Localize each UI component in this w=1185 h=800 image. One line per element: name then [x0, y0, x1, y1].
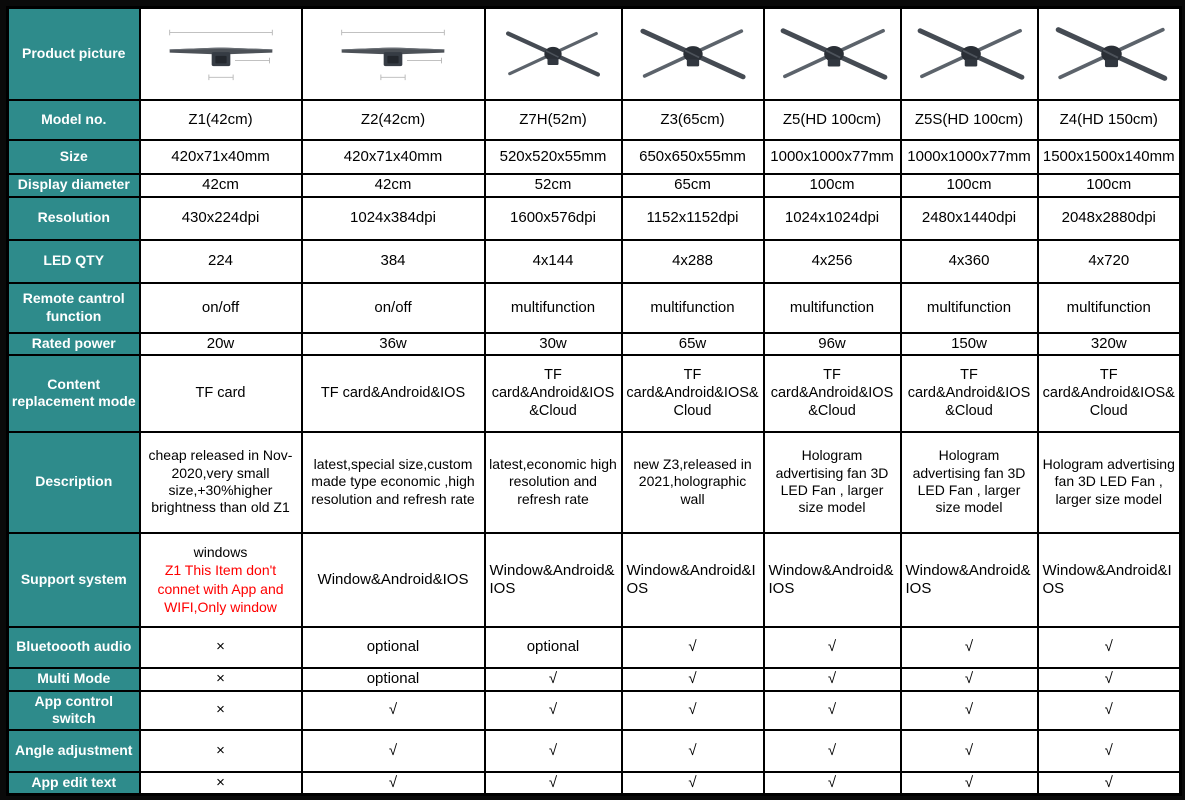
row-header-description: Description [8, 432, 140, 533]
row-size [8, 140, 1181, 174]
product-picture-cell [302, 8, 485, 100]
description-cell: Hologram advertising fan 3D LED Fan , larger size model [901, 432, 1038, 533]
bluetooth-audio-cell: √ [1038, 627, 1181, 668]
row-header-remote-control: Remote cantrol function [8, 283, 140, 333]
row-resolution [8, 197, 1181, 240]
description-cell: latest,special size,custom made type economic ,high resolution and refresh rate [302, 432, 485, 533]
remote-control-cell: multifunction [622, 283, 764, 333]
bluetooth-audio-cell: √ [764, 627, 901, 668]
rated-power-cell: 320w [1038, 333, 1181, 355]
support-system-cell: Window&Android&IOS [901, 533, 1038, 627]
angle-adjustment-cell: √ [485, 730, 622, 772]
content-mode-cell: TF card&Android&IOS&Cloud [1038, 355, 1181, 432]
angle-adjustment-cell: √ [1038, 730, 1181, 772]
app-control-cell: √ [622, 691, 764, 730]
app-control-cell: √ [302, 691, 485, 730]
multi-mode-cell: × [140, 668, 302, 691]
row-bluetooth-audio [8, 627, 1181, 668]
content-mode-cell: TF card&Android&IOS&Cloud [901, 355, 1038, 432]
content-mode-cell: TF card&Android&IOS&Cloud [622, 355, 764, 432]
row-header-rated-power: Rated power [8, 333, 140, 355]
row-header-app-edit-text: App edit text [8, 772, 140, 795]
content-mode-cell: TF card&Android&IOS [302, 355, 485, 432]
row-header-multi-mode: Multi Mode [8, 668, 140, 691]
resolution-cell: 1600x576dpi [485, 197, 622, 240]
row-header-app-control: App control switch [8, 691, 140, 730]
description-cell: latest,economic high resolution and refresh rate [485, 432, 622, 533]
row-content-mode [8, 355, 1181, 432]
support-system-cell: Window&Android&IOS [622, 533, 764, 627]
row-model-no [8, 100, 1181, 140]
led-qty-cell: 384 [302, 240, 485, 283]
support-system-cell: Window&Android&IOS [1038, 533, 1181, 627]
multi-mode-cell: √ [1038, 668, 1181, 691]
row-product-picture [8, 8, 1181, 100]
app-control-cell: √ [764, 691, 901, 730]
angle-adjustment-cell: √ [764, 730, 901, 772]
support-system-value: windows [193, 544, 248, 561]
app-edit-text-cell: √ [1038, 772, 1181, 795]
description-cell: Hologram advertising fan 3D LED Fan , larger size model [1038, 432, 1181, 533]
row-app-control [8, 691, 1181, 730]
app-control-cell: √ [901, 691, 1038, 730]
led-qty-cell: 4x720 [1038, 240, 1181, 283]
x-fan-icon [1041, 12, 1181, 96]
x-fan-icon [627, 14, 759, 94]
multi-mode-cell: √ [901, 668, 1038, 691]
model-no-cell: Z2(42cm) [302, 100, 485, 140]
display-diameter-cell: 100cm [1038, 174, 1181, 197]
led-qty-cell: 4x288 [622, 240, 764, 283]
rated-power-cell: 30w [485, 333, 622, 355]
description-cell: Hologram advertising fan 3D LED Fan , larger size model [764, 432, 901, 533]
remote-control-cell: multifunction [1038, 283, 1181, 333]
model-no-cell: Z5(HD 100cm) [764, 100, 901, 140]
bluetooth-audio-cell: √ [622, 627, 764, 668]
row-support-system [8, 533, 1181, 627]
x-fan-icon [767, 13, 901, 95]
bluetooth-audio-cell: optional [485, 627, 622, 668]
content-mode-cell: TF card [140, 355, 302, 432]
row-display-diameter [8, 174, 1181, 197]
x-fan-icon [494, 17, 612, 91]
row-header-product-picture: Product picture [8, 8, 140, 100]
led-qty-cell: 4x256 [764, 240, 901, 283]
model-no-cell: Z1(42cm) [140, 100, 302, 140]
rated-power-cell: 36w [302, 333, 485, 355]
model-no-cell: Z3(65cm) [622, 100, 764, 140]
multi-mode-cell: √ [622, 668, 764, 691]
row-header-angle-adjustment: Angle adjustment [8, 730, 140, 772]
support-system-cell: Window&Android&IOS [485, 533, 622, 627]
product-picture-cell [901, 8, 1038, 100]
resolution-cell: 430x224dpi [140, 197, 302, 240]
remote-control-cell: on/off [302, 283, 485, 333]
multi-mode-cell: optional [302, 668, 485, 691]
app-edit-text-cell: × [140, 772, 302, 795]
resolution-cell: 1152x1152dpi [622, 197, 764, 240]
row-rated-power [8, 333, 1181, 355]
description-cell: new Z3,released in 2021,holographic wall [622, 432, 764, 533]
size-cell: 650x650x55mm [622, 140, 764, 174]
led-qty-cell: 4x360 [901, 240, 1038, 283]
remote-control-cell: on/off [140, 283, 302, 333]
angle-adjustment-cell: √ [901, 730, 1038, 772]
row-header-led-qty: LED QTY [8, 240, 140, 283]
row-header-content-mode: Content replacement mode [8, 355, 140, 432]
rated-power-cell: 150w [901, 333, 1038, 355]
product-picture-cell [764, 8, 901, 100]
angle-adjustment-cell: √ [302, 730, 485, 772]
row-app-edit-text [8, 772, 1181, 795]
row-header-size: Size [8, 140, 140, 174]
display-diameter-cell: 42cm [302, 174, 485, 197]
x-fan-icon [904, 13, 1038, 95]
remote-control-cell: multifunction [485, 283, 622, 333]
resolution-cell: 2048x2880dpi [1038, 197, 1181, 240]
product-picture-cell [1038, 8, 1181, 100]
app-edit-text-cell: √ [302, 772, 485, 795]
remote-control-cell: multifunction [901, 283, 1038, 333]
bluetooth-audio-cell: × [140, 627, 302, 668]
app-edit-text-cell: √ [622, 772, 764, 795]
content-mode-cell: TF card&Android&IOS&Cloud [764, 355, 901, 432]
size-cell: 420x71x40mm [302, 140, 485, 174]
app-control-cell: √ [485, 691, 622, 730]
rated-power-cell: 96w [764, 333, 901, 355]
display-diameter-cell: 42cm [140, 174, 302, 197]
app-edit-text-cell: √ [901, 772, 1038, 795]
size-cell: 1000x1000x77mm [764, 140, 901, 174]
bluetooth-audio-cell: √ [901, 627, 1038, 668]
row-angle-adjustment [8, 730, 1181, 772]
row-header-display-diameter: Display diameter [8, 174, 140, 197]
app-control-cell: √ [1038, 691, 1181, 730]
model-no-cell: Z4(HD 150cm) [1038, 100, 1181, 140]
size-cell: 1000x1000x77mm [901, 140, 1038, 174]
support-system-cell: Window&Android&IOS [764, 533, 901, 627]
rated-power-cell: 65w [622, 333, 764, 355]
led-qty-cell: 224 [140, 240, 302, 283]
app-edit-text-cell: √ [485, 772, 622, 795]
description-cell: cheap released in Nov-2020,very small size,+30%higher brightness than old Z1 [140, 432, 302, 533]
row-header-resolution: Resolution [8, 197, 140, 240]
row-header-support-system: Support system [8, 533, 140, 627]
row-header-model-no: Model no. [8, 100, 140, 140]
bar-fan-icon [315, 12, 471, 96]
resolution-cell: 1024x1024dpi [764, 197, 901, 240]
model-no-cell: Z5S(HD 100cm) [901, 100, 1038, 140]
row-header-bluetooth-audio: Bluetoooth audio [8, 627, 140, 668]
row-led-qty [8, 240, 1181, 283]
product-picture-cell [622, 8, 764, 100]
app-edit-text-cell: √ [764, 772, 901, 795]
led-qty-cell: 4x144 [485, 240, 622, 283]
remote-control-cell: multifunction [764, 283, 901, 333]
angle-adjustment-cell: √ [622, 730, 764, 772]
multi-mode-cell: √ [485, 668, 622, 691]
display-diameter-cell: 100cm [901, 174, 1038, 197]
product-picture-cell [485, 8, 622, 100]
size-cell: 1500x1500x140mm [1038, 140, 1181, 174]
angle-adjustment-cell: × [140, 730, 302, 772]
size-cell: 520x520x55mm [485, 140, 622, 174]
app-control-cell: × [140, 691, 302, 730]
multi-mode-cell: √ [764, 668, 901, 691]
display-diameter-cell: 52cm [485, 174, 622, 197]
display-diameter-cell: 100cm [764, 174, 901, 197]
model-no-cell: Z7H(52m) [485, 100, 622, 140]
content-mode-cell: TF card&Android&IOS&Cloud [485, 355, 622, 432]
support-system-cell: Window&Android&IOS [302, 533, 485, 627]
bar-fan-icon [145, 12, 297, 96]
resolution-cell: 2480x1440dpi [901, 197, 1038, 240]
support-system-cell [140, 533, 302, 627]
resolution-cell: 1024x384dpi [302, 197, 485, 240]
product-comparison-table [6, 6, 1182, 796]
row-multi-mode [8, 668, 1181, 691]
display-diameter-cell: 65cm [622, 174, 764, 197]
row-description [8, 432, 1181, 533]
size-cell: 420x71x40mm [140, 140, 302, 174]
row-remote-control [8, 283, 1181, 333]
support-system-z1-warning: Z1 This Item don't connet with App and WIFI,Only window [157, 562, 284, 615]
bluetooth-audio-cell: optional [302, 627, 485, 668]
product-picture-cell [140, 8, 302, 100]
rated-power-cell: 20w [140, 333, 302, 355]
